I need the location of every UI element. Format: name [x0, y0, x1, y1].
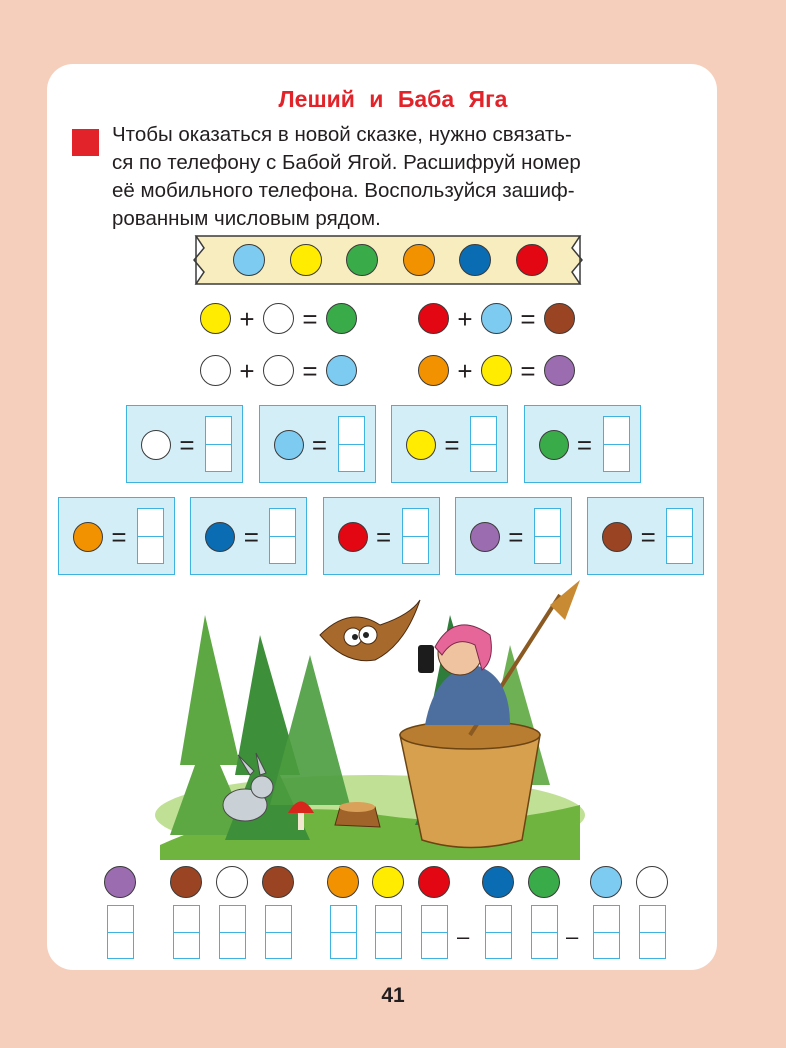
equals-sign: =: [444, 430, 460, 460]
task-marker: [72, 129, 99, 156]
task-text: [112, 121, 694, 233]
answer-cell: [137, 508, 164, 564]
equals-sign: =: [302, 356, 318, 386]
ribbon-dot-green: [346, 244, 378, 276]
plus-sign: +: [239, 304, 255, 334]
equals-sign: =: [179, 430, 195, 460]
page-title: Леший и Баба Яга: [278, 86, 508, 112]
decode-box-lightblue: [259, 405, 376, 483]
equation-white-dot: [263, 355, 294, 386]
phone-white-dot: [216, 866, 248, 898]
decode-box-purple: [455, 497, 572, 575]
equation-result-lightblue-dot: [326, 355, 357, 386]
equation-lightblue-dot: [481, 303, 512, 334]
white-dot: [141, 430, 171, 460]
answer-cell: [269, 508, 296, 564]
ribbon-dot-red: [516, 244, 548, 276]
plus-sign: +: [457, 356, 473, 386]
equation-white-dot: [200, 355, 231, 386]
answer-cell: [603, 416, 630, 472]
phone-answer-cell: [421, 905, 448, 959]
ribbon-dot-orange: [403, 244, 435, 276]
task-line: ся по телефону с Бабой Ягой. Расшифруй номер: [112, 151, 581, 174]
phone-green-dot: [528, 866, 560, 898]
plus-sign: +: [239, 356, 255, 386]
plus-sign: +: [457, 304, 473, 334]
phone-red-dot: [418, 866, 450, 898]
equals-sign: =: [508, 522, 524, 552]
phone-answer-cell: [639, 905, 666, 959]
equation-result-green-dot: [326, 303, 357, 334]
equation-orange-dot: [418, 355, 449, 386]
phone-yellow-dot: [372, 866, 404, 898]
purple-dot: [470, 522, 500, 552]
phone-lightblue-dot: [590, 866, 622, 898]
phone-white-dot: [636, 866, 668, 898]
equation-yellow-dot: [200, 303, 231, 334]
phone-answer-cell: [107, 905, 134, 959]
lightblue-dot: [274, 430, 304, 460]
equals-sign: =: [311, 430, 328, 460]
equation-yellow-dot: [481, 355, 512, 386]
equals-sign: =: [302, 304, 318, 334]
decode-box-blue: [190, 497, 307, 575]
green-dot: [539, 430, 569, 460]
answer-cell: [666, 508, 693, 564]
equation-result-brown-dot: [544, 303, 575, 334]
yellow-dot: [406, 430, 436, 460]
phone-brown-dot: [170, 866, 202, 898]
forest-illustration: [150, 575, 590, 860]
phone-answer-cell: [375, 905, 402, 959]
phone-blue-dot: [482, 866, 514, 898]
answer-cell: [534, 508, 561, 564]
phone-purple-dot: [104, 866, 136, 898]
task-line: рованным числовым рядом.: [112, 207, 381, 230]
phone-dash: –: [457, 924, 470, 949]
phone-brown-dot: [262, 866, 294, 898]
equals-sign: =: [243, 522, 259, 552]
decode-box-green: [524, 405, 641, 483]
task-line: Чтобы оказаться в новой сказке, нужно связать-: [112, 123, 572, 146]
phone-answer-cell: [531, 905, 558, 959]
answer-cell: [470, 416, 497, 472]
ribbon-dot-yellow: [290, 244, 322, 276]
red-dot: [338, 522, 368, 552]
equation-white-dot: [263, 303, 294, 334]
decode-box-yellow: [391, 405, 508, 483]
phone-answer-cell: [265, 905, 292, 959]
decode-box-orange: [58, 497, 175, 575]
phone-answer-cell: [485, 905, 512, 959]
phone-dash: –: [566, 924, 579, 949]
phone-answer-cell: [219, 905, 246, 959]
equals-sign: =: [376, 522, 392, 552]
equation-red-dot: [418, 303, 449, 334]
decode-box-white: [126, 405, 243, 483]
equals-sign: =: [576, 430, 593, 460]
blue-dot: [205, 522, 235, 552]
decode-box-red: [323, 497, 440, 575]
task-line: её мобильного телефона. Воспользуйся зашиф-: [112, 179, 575, 202]
equals-sign: =: [520, 304, 536, 334]
answer-cell: [205, 416, 232, 472]
phone-answer-cell: [593, 905, 620, 959]
ribbon-dot-blue: [459, 244, 491, 276]
equation-result-purple-dot: [544, 355, 575, 386]
equals-sign: =: [640, 522, 656, 552]
decode-box-brown: [587, 497, 704, 575]
ribbon-dot-lightblue: [233, 244, 265, 276]
equals-sign: =: [520, 356, 536, 386]
equals-sign: =: [111, 522, 127, 552]
answer-cell: [402, 508, 429, 564]
phone-answer-cell: [173, 905, 200, 959]
page-number: 41: [381, 984, 405, 1007]
brown-dot: [602, 522, 632, 552]
answer-cell: [338, 416, 365, 472]
orange-dot: [73, 522, 103, 552]
phone-answer-cell: [330, 905, 357, 959]
phone-orange-dot: [327, 866, 359, 898]
